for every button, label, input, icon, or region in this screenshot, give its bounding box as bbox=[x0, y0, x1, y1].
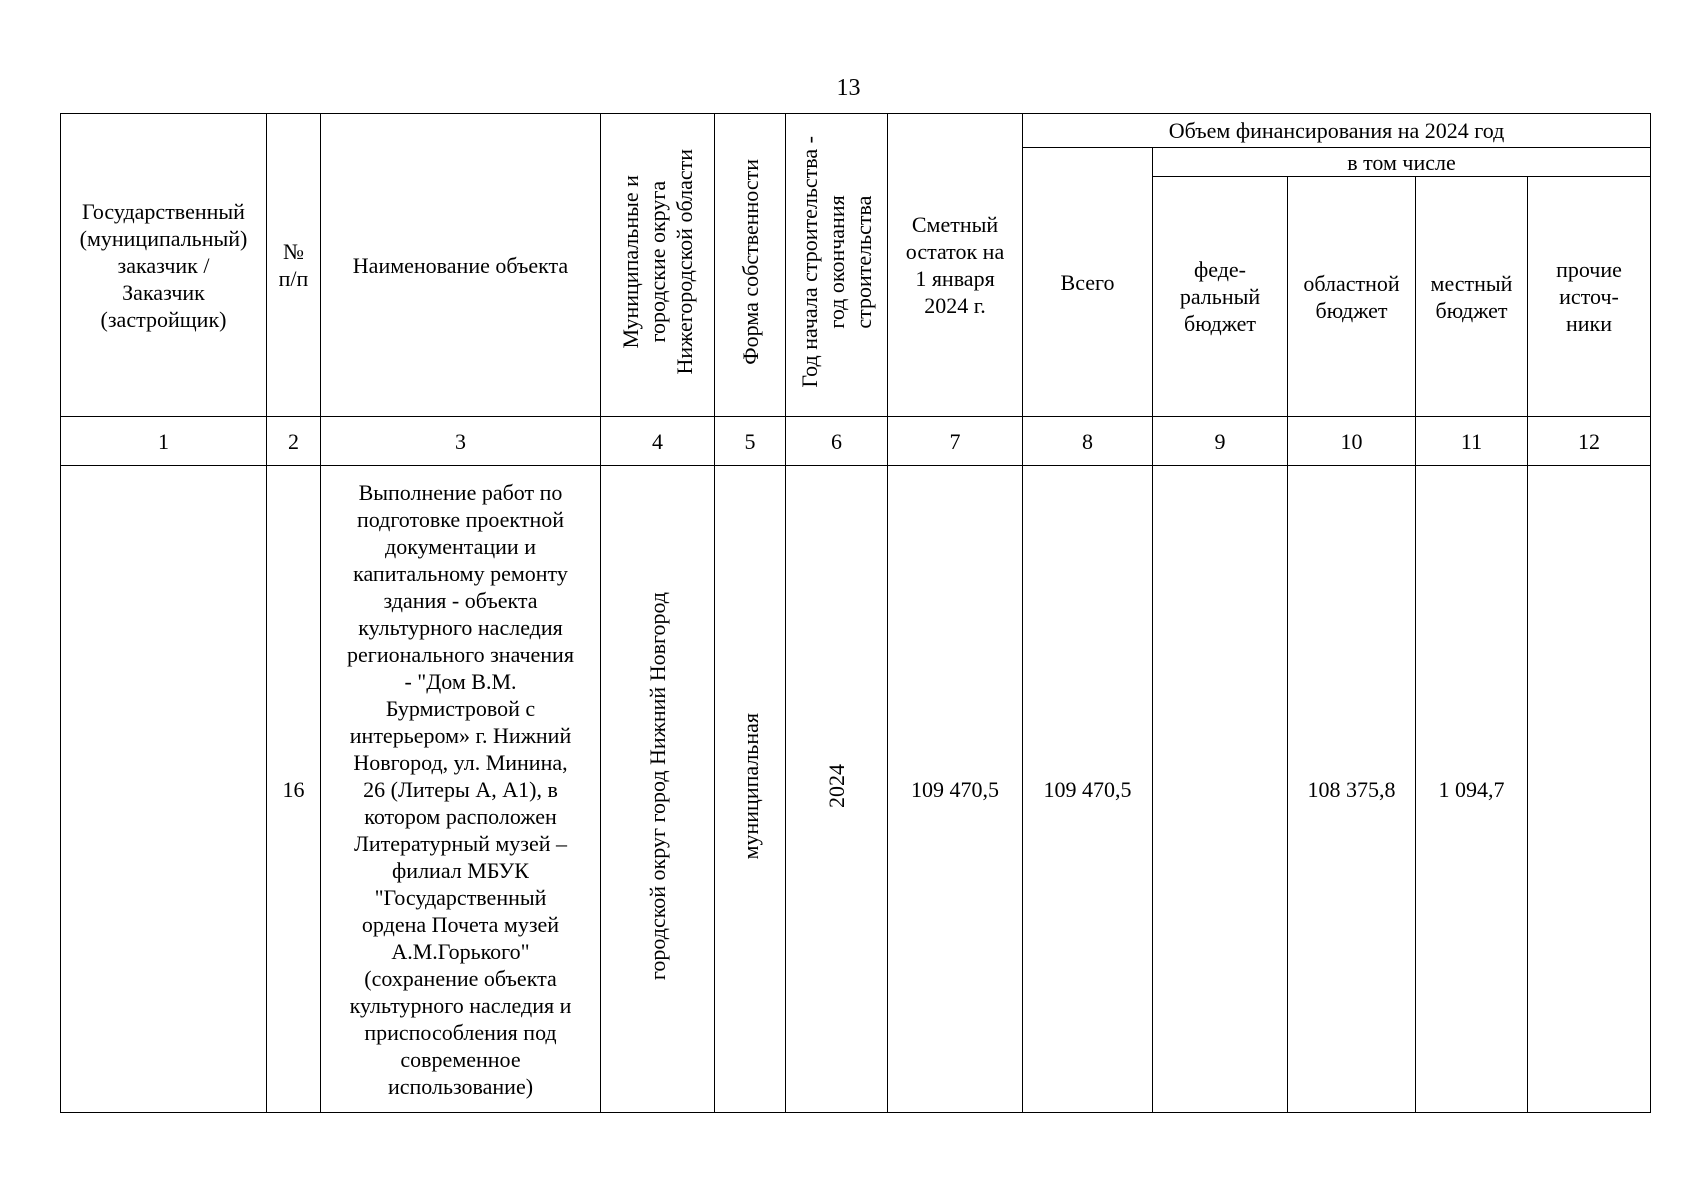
header-local: местный бюджет bbox=[1416, 177, 1528, 417]
cell-object-name: Выполнение работ по подготовке проектной документации и капитальному ремонту здания - объекта культурного наследия регионального значения - "Дом В.М. Бурмистровой с интерьером» г. Нижний Новгород, ул. Минина, 26 (Литеры А, А1), в котором расположен Литературный музей – филиал МБУК "Государственный ордена Почета музей А.М.Горького" (сохранение объекта культурного наследия и приспособления под современное использование) bbox=[321, 466, 601, 1113]
header-object-name: Наименование объекта bbox=[321, 114, 601, 417]
header-municipal bbox=[601, 114, 715, 417]
cell-federal bbox=[1153, 466, 1288, 1113]
column-number: 3 bbox=[321, 417, 601, 466]
column-number: 12 bbox=[1528, 417, 1651, 466]
header-regional: областной бюджет bbox=[1288, 177, 1416, 417]
column-number: 8 bbox=[1023, 417, 1153, 466]
column-number: 9 bbox=[1153, 417, 1288, 466]
header-funding-group: Объем финансирования на 2024 год bbox=[1023, 114, 1651, 148]
cell-years-text: 2024 bbox=[824, 764, 849, 808]
column-number: 1 bbox=[61, 417, 267, 466]
column-number: 11 bbox=[1416, 417, 1528, 466]
cell-years bbox=[786, 466, 888, 1113]
column-number: 5 bbox=[715, 417, 786, 466]
column-number: 2 bbox=[267, 417, 321, 466]
header-federal: феде- ральный бюджет bbox=[1153, 177, 1288, 417]
column-number: 4 bbox=[601, 417, 715, 466]
table-row bbox=[61, 466, 1651, 1113]
page-number: 13 bbox=[836, 75, 861, 101]
header-total: Всего bbox=[1023, 148, 1153, 417]
header-number: № п/п bbox=[267, 114, 321, 417]
header-years bbox=[786, 114, 888, 417]
cell-other bbox=[1528, 466, 1651, 1113]
cell-local: 1 094,7 bbox=[1416, 466, 1528, 1113]
header-municipal-text: Муниципальные и городские округа Нижегородской области bbox=[618, 149, 697, 375]
column-number-row bbox=[61, 417, 1651, 466]
cell-municipal-text: городской округ город Нижний Новгород bbox=[645, 591, 670, 981]
header-other: прочие источ- ники bbox=[1528, 177, 1651, 417]
column-number: 10 bbox=[1288, 417, 1416, 466]
cell-number: 16 bbox=[267, 466, 321, 1113]
header-including: в том числе bbox=[1153, 148, 1651, 177]
cell-total: 109 470,5 bbox=[1023, 466, 1153, 1113]
cell-ownership bbox=[715, 466, 786, 1113]
header-row-top bbox=[61, 114, 1651, 148]
header-years-text: Год начала строительства - год окончания строительства bbox=[797, 136, 876, 388]
cell-regional: 108 375,8 bbox=[1288, 466, 1416, 1113]
column-number: 7 bbox=[888, 417, 1023, 466]
header-estimate: Сметный остаток на 1 января 2024 г. bbox=[888, 114, 1023, 417]
capital-construction-table bbox=[60, 113, 1651, 1113]
cell-customer bbox=[61, 466, 267, 1113]
column-number: 6 bbox=[786, 417, 888, 466]
header-ownership bbox=[715, 114, 786, 417]
header-customer: Государственный (муниципальный) заказчик / Заказчик (застройщик) bbox=[61, 114, 267, 417]
header-ownership-text: Форма собственности bbox=[737, 159, 763, 365]
cell-estimate: 109 470,5 bbox=[888, 466, 1023, 1113]
cell-municipal bbox=[601, 466, 715, 1113]
cell-ownership-text: муниципальная bbox=[737, 712, 763, 860]
